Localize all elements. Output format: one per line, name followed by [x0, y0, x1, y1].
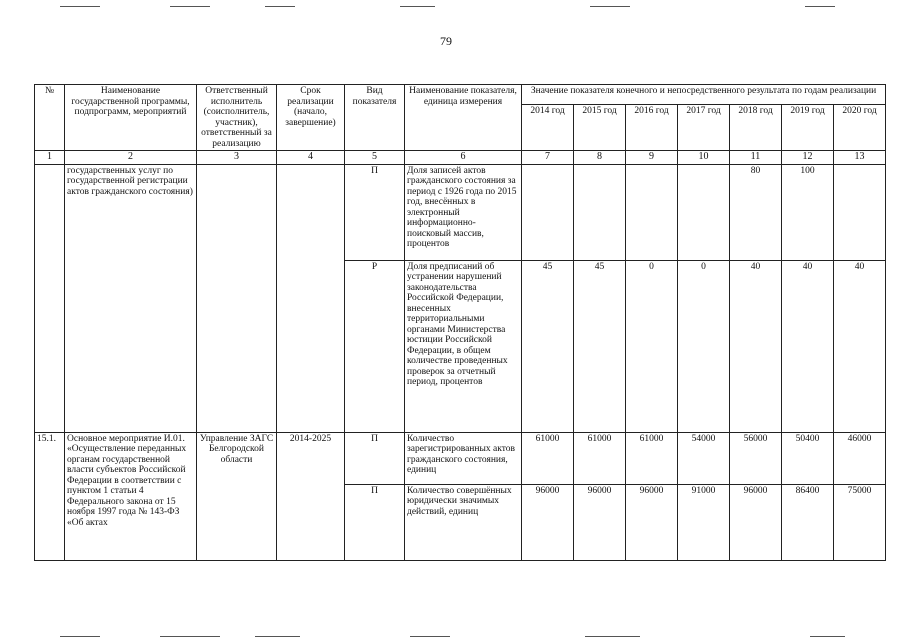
column-number: 2 [65, 151, 197, 165]
column-number: 5 [345, 151, 405, 165]
indicator-type-cell: П [345, 164, 405, 260]
term-cell: 2014-2025 [277, 432, 345, 560]
value-cell: 40 [834, 260, 886, 432]
header-indicator: Наименование показателя, единица измерения [405, 85, 522, 151]
indicator-name-cell: Количество зарегистрированных актов гражданского состояния, единиц [405, 432, 522, 484]
scan-edge-mark [590, 6, 630, 7]
indicator-type-cell: П [345, 432, 405, 484]
value-cell: 0 [678, 260, 730, 432]
column-numbers-row [35, 151, 886, 165]
value-cell [574, 164, 626, 260]
column-number: 6 [405, 151, 522, 165]
header-year: 2016 год [626, 105, 678, 151]
indicators-table [34, 84, 886, 561]
column-number: 11 [730, 151, 782, 165]
responsible-cell: Управление ЗАГС Белгородской области [197, 432, 277, 560]
column-number: 9 [626, 151, 678, 165]
column-number: 4 [277, 151, 345, 165]
value-cell: 75000 [834, 484, 886, 560]
indicator-type-cell: Р [345, 260, 405, 432]
scan-edge-mark [60, 6, 100, 7]
scan-edge-mark [410, 636, 450, 637]
value-cell: 61000 [522, 432, 574, 484]
scan-edge-mark [170, 6, 210, 7]
value-cell: 40 [782, 260, 834, 432]
indicator-name-cell: Доля предписаний об устранении нарушений законодательства Российской Федерации, внесенных территориальными органами Министерства юстиции Российской Федерации, в общем количестве проведенных проверок за отчетный период, процентов [405, 260, 522, 432]
value-cell [626, 164, 678, 260]
indicator-type-cell: П [345, 484, 405, 560]
row-number-cell [35, 164, 65, 432]
value-cell: 91000 [678, 484, 730, 560]
program-name-cell: государственных услуг по государственной регистрации актов гражданского состояния) [65, 164, 197, 432]
scan-edge-mark [255, 636, 300, 637]
value-cell: 96000 [730, 484, 782, 560]
value-cell: 0 [626, 260, 678, 432]
column-number: 8 [574, 151, 626, 165]
value-cell: 50400 [782, 432, 834, 484]
header-year: 2014 год [522, 105, 574, 151]
table-row [35, 164, 886, 260]
value-cell: 54000 [678, 432, 730, 484]
value-cell: 56000 [730, 432, 782, 484]
responsible-cell [197, 164, 277, 432]
scan-edge-mark [810, 636, 845, 637]
header-year: 2018 год [730, 105, 782, 151]
header-row [35, 85, 886, 105]
header-year: 2020 год [834, 105, 886, 151]
header-term: Срок реализации (начало, завершение) [277, 85, 345, 151]
scan-edge-mark [265, 6, 295, 7]
value-cell [678, 164, 730, 260]
value-cell: 80 [730, 164, 782, 260]
column-number: 12 [782, 151, 834, 165]
header-responsible: Ответственный исполнитель (соисполнитель, участник), ответственный за реализацию [197, 85, 277, 151]
value-cell: 61000 [574, 432, 626, 484]
header-type: Вид показателя [345, 85, 405, 151]
header-year: 2017 год [678, 105, 730, 151]
scan-edge-mark [60, 636, 100, 637]
indicator-name-cell: Количество совершённых юридически значимых действий, единиц [405, 484, 522, 560]
header-values-group: Значение показателя конечного и непосредственного результата по годам реализации [522, 85, 886, 105]
column-number: 13 [834, 151, 886, 165]
value-cell: 96000 [522, 484, 574, 560]
scan-edge-mark [805, 6, 835, 7]
column-number: 7 [522, 151, 574, 165]
table-row [35, 432, 886, 484]
value-cell: 86400 [782, 484, 834, 560]
value-cell: 40 [730, 260, 782, 432]
term-cell [277, 164, 345, 432]
scan-edge-mark [160, 636, 220, 637]
scan-edge-mark [585, 636, 640, 637]
value-cell: 96000 [626, 484, 678, 560]
row-number-cell: 15.1. [35, 432, 65, 560]
value-cell [522, 164, 574, 260]
header-no: № [35, 85, 65, 151]
indicator-name-cell: Доля записей актов гражданского состояния за период с 1926 года по 2015 год, внесённых в электронный информационно-поисковый массив, процентов [405, 164, 522, 260]
column-number: 1 [35, 151, 65, 165]
program-name-cell: Основное мероприятие И.01. «Осуществление переданных органам государственной власти субъектов Российской Федерации в соответствии с пунктом 1 статьи 4 Федерального закона от 15 ноября 1997 года № 143-ФЗ «Об актах [65, 432, 197, 560]
column-number: 3 [197, 151, 277, 165]
value-cell [834, 164, 886, 260]
value-cell: 61000 [626, 432, 678, 484]
value-cell: 46000 [834, 432, 886, 484]
page-number: 79 [440, 34, 452, 48]
header-year: 2015 год [574, 105, 626, 151]
header-year: 2019 год [782, 105, 834, 151]
column-number: 10 [678, 151, 730, 165]
scan-edge-mark [400, 6, 435, 7]
value-cell: 100 [782, 164, 834, 260]
header-name: Наименование государственной программы, подпрограмм, мероприятий [65, 85, 197, 151]
value-cell: 96000 [574, 484, 626, 560]
value-cell: 45 [522, 260, 574, 432]
value-cell: 45 [574, 260, 626, 432]
